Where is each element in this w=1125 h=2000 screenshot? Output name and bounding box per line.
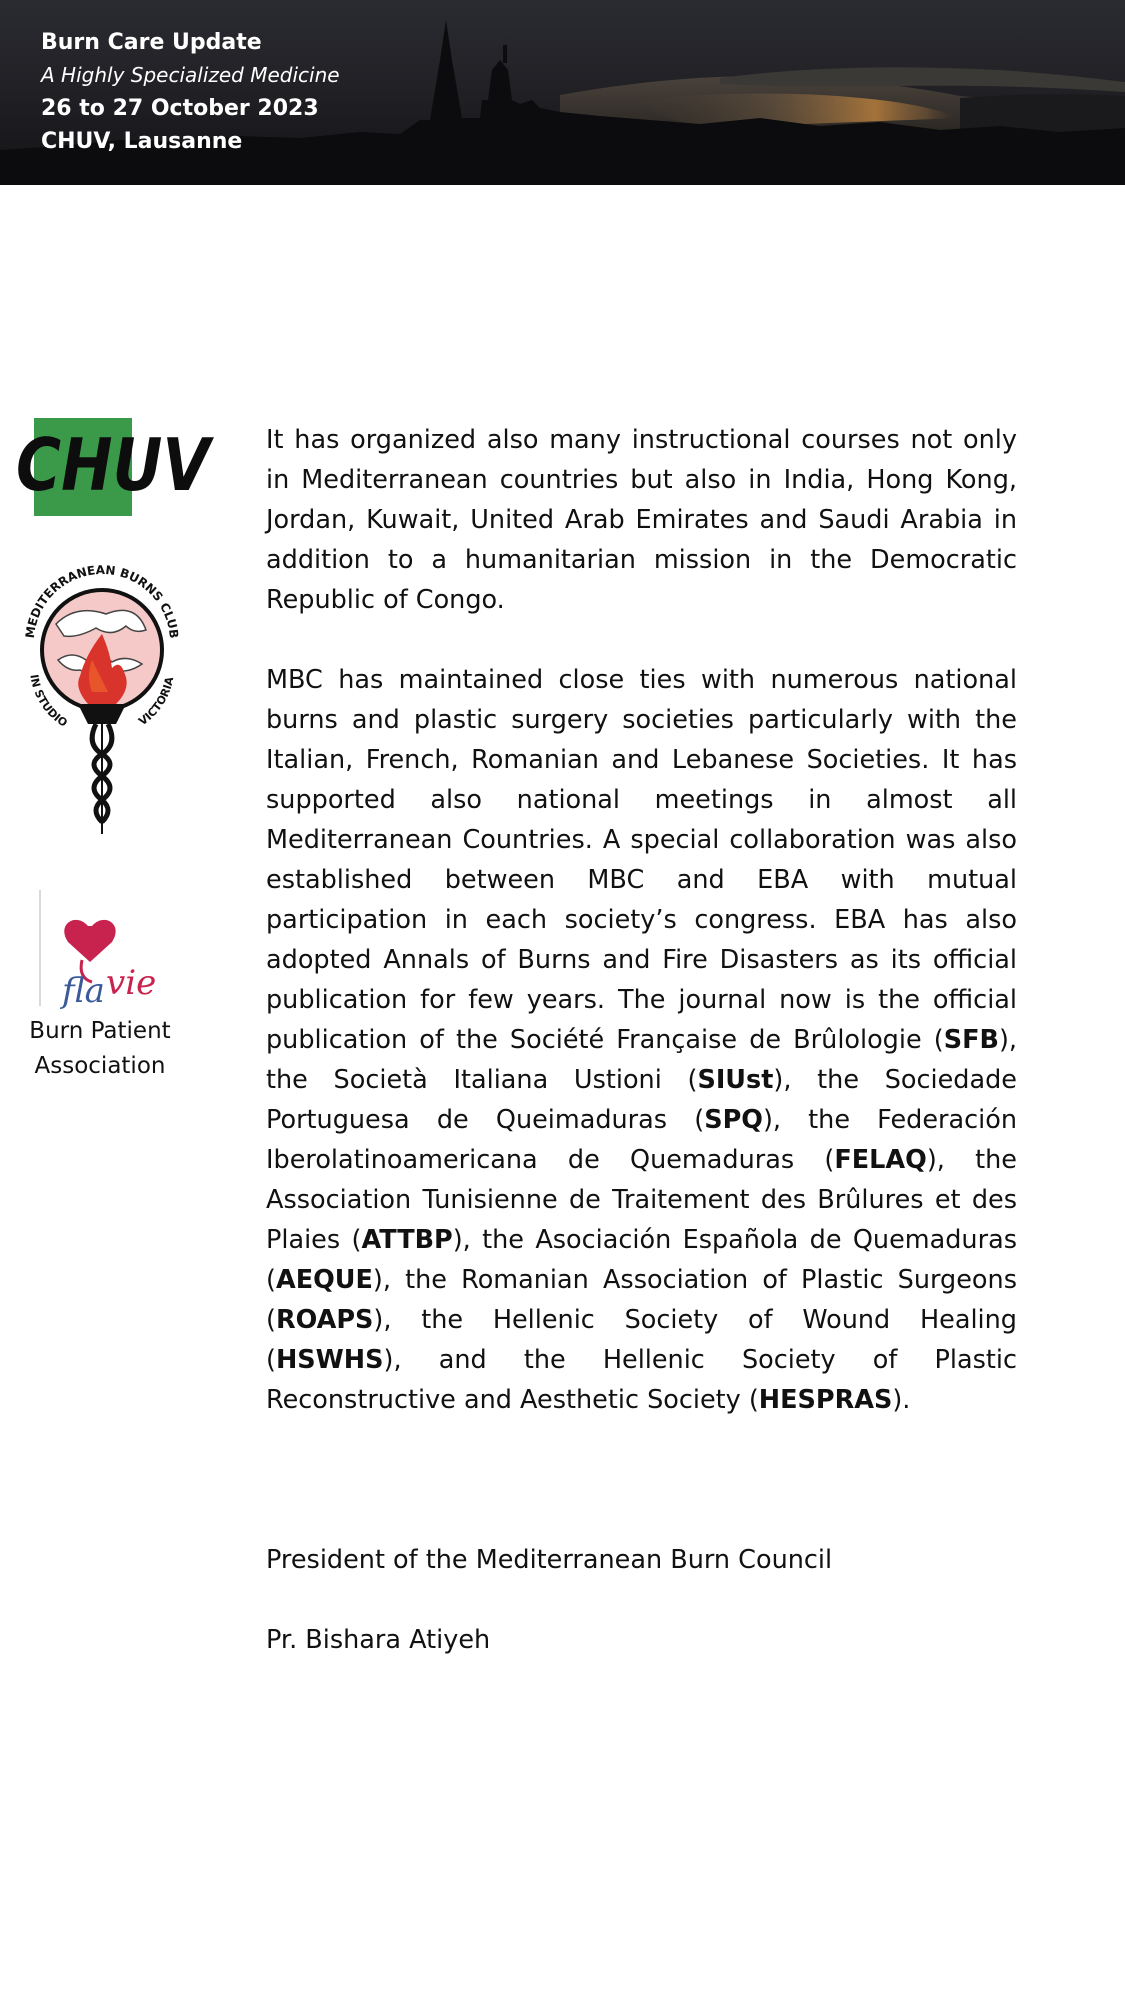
text-segment: ), and the Hellenic Society of Plastic Reconstructive and Aesthetic Society ( [266, 1345, 1017, 1415]
flavie-logo-vie: vie [106, 963, 157, 1003]
acronym-hswhs: HSWHS [275, 1345, 384, 1375]
event-subtitle: A Highly Specialized Medicine [41, 63, 340, 87]
acronym-roaps: ROAPS [275, 1305, 374, 1335]
mbc-logo-top-text: MEDITERRANEAN BURNS CLUB [22, 564, 182, 640]
acronym-hespras: HESPRAS [758, 1385, 893, 1415]
event-dates: 26 to 27 October 2023 [41, 96, 319, 121]
flavie-logo [38, 890, 174, 1011]
paragraph-courses: It has organized also many instructional courses not only in Mediterranean countries but also in India, Hong Kong, Jordan, Kuwait, United Arab Emirates and Saudi Arabia in addition to a humanitarian mission in the Democratic Republic of Congo. [266, 425, 1017, 615]
text-segment: ), the Federación Iberolatinoamericana de Quemaduras ( [266, 1105, 1017, 1175]
mediterranean-burns-club-logo [16, 564, 186, 844]
chuv-logo [16, 416, 215, 518]
text-segment: ), the Association Tunisienne de Traitement des Brûlures et des Plaies ( [266, 1145, 1017, 1255]
acronym-aeque: AEQUE [275, 1265, 373, 1295]
acronym-felaq: FELAQ [834, 1145, 927, 1175]
paragraph-societies [266, 660, 1017, 1420]
text-segment: MBC has maintained close ties with numerous national burns and plastic surgery societies particularly with the Italian, French, Romanian and Lebanese Societies. It has supported also national meetings in almost all Mediterranean Countries. A special collaboration was also established between MBC and EBA with mutual participation in each society’s congress. EBA has also adopted Annals of Burns and Fire Disasters as its official publication for few years. The journal now is the official publication of the Société Française de Brûlologie ( [266, 665, 1017, 1055]
text-segment: ). [892, 1385, 911, 1415]
text-segment: ), the Sociedade Portuguesa de Queimaduras ( [266, 1065, 1017, 1135]
event-venue: CHUV, Lausanne [41, 129, 243, 154]
acronym-attbp: ATTBP [361, 1225, 453, 1255]
acronym-siust: SIUst [697, 1065, 774, 1095]
text-segment: ), the Romanian Association of Plastic Surgeons ( [266, 1265, 1017, 1335]
letter-body [266, 420, 1017, 1420]
event-title: Burn Care Update [41, 30, 262, 55]
text-segment: ), the Asociación Española de Quemaduras ( [266, 1225, 1017, 1295]
text-segment: ), the Hellenic Society of Wound Healing ( [266, 1305, 1017, 1375]
text-segment: ), the Società Italiana Ustioni ( [266, 1025, 1017, 1095]
signature-name: Pr. Bishara Atiyeh [266, 1625, 491, 1655]
flavie-logo-fla: fla [62, 971, 105, 1011]
mbc-logo-right-text: VICTORIA [136, 675, 177, 729]
banner-text [41, 26, 340, 158]
flavie-caption [0, 1014, 200, 1084]
acronym-sfb: SFB [943, 1025, 999, 1055]
header-banner [0, 0, 1125, 185]
chuv-logo-text: CHUV [16, 423, 215, 507]
flavie-caption-line1: Burn Patient [29, 1018, 171, 1044]
acronym-spq: SPQ [704, 1105, 763, 1135]
signature-title: President of the Mediterranean Burn Council [266, 1545, 833, 1575]
flavie-caption-line2: Association [34, 1053, 166, 1079]
mbc-logo-left-text: IN STUDIO [27, 673, 70, 730]
